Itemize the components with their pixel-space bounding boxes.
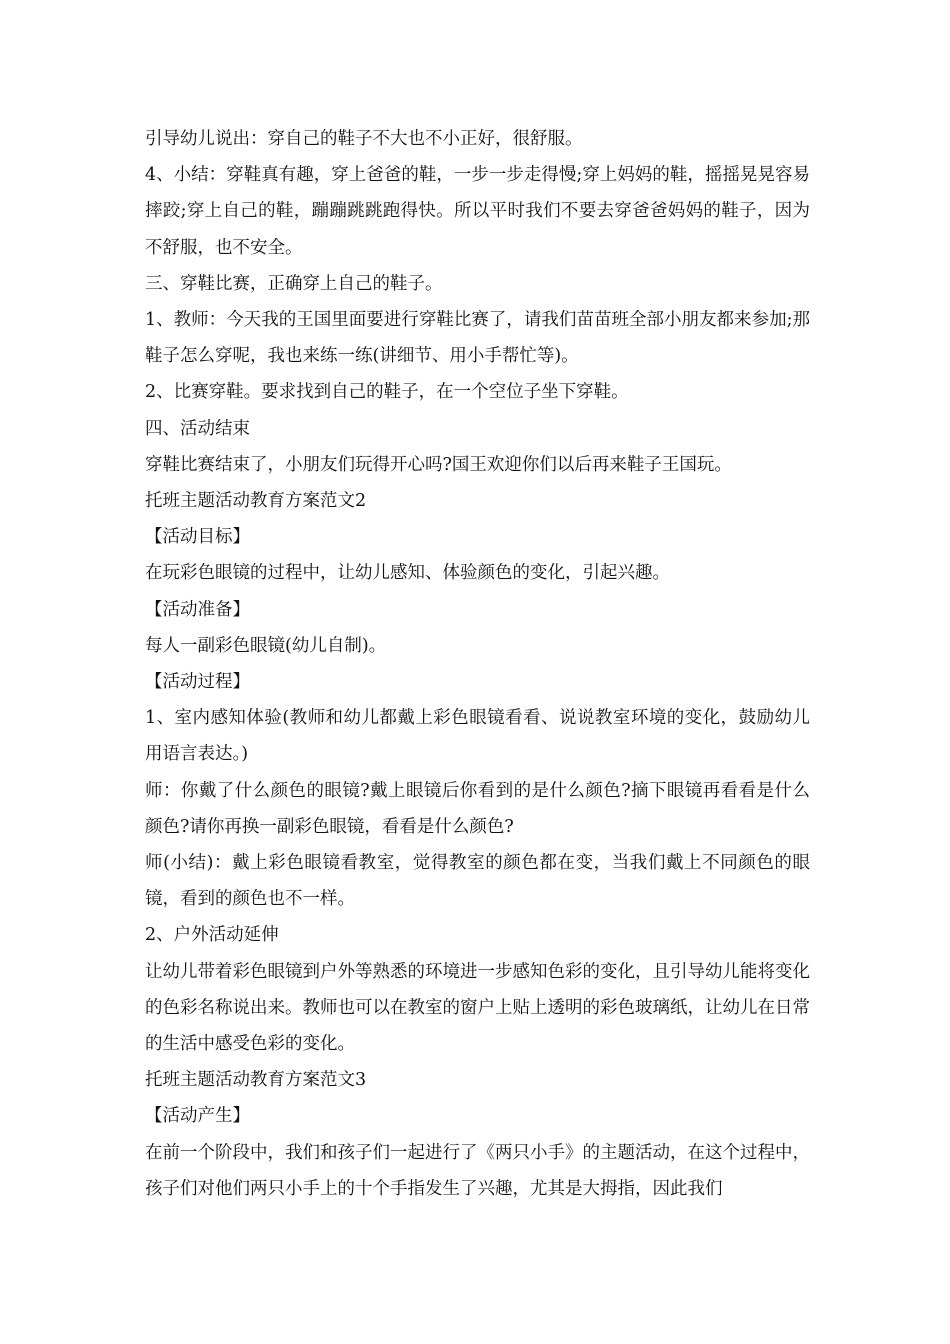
paragraph: 1、教师：今天我的王国里面要进行穿鞋比赛了，请我们苗苗班全部小朋友都来参加;那鞋子怎么穿呢，我也来练一练(讲细节、用小手帮忙等)。 [145,310,810,367]
section-heading: 【活动产生】 [145,1106,250,1127]
section-heading: 【活动准备】 [145,599,250,620]
paragraph: 在前一个阶段中，我们和孩子们一起进行了《两只小手》的主题活动，在这个过程中，孩子们对他们两只小手上的十个手指发生了兴趣，尤其是大拇指，因此我们 [145,1142,810,1199]
paragraph: 每人一副彩色眼镜(幼儿自制)。 [145,635,387,656]
article-title: 托班主题活动教育方案范文3 [145,1070,367,1091]
section-heading: 四、活动结束 [145,418,250,439]
paragraph: 在玩彩色眼镜的过程中，让幼儿感知、体验颜色的变化，引起兴趣。 [145,563,670,584]
paragraph: 穿鞋比赛结束了，小朋友们玩得开心吗?国王欢迎你们以后再来鞋子王国玩。 [145,454,732,475]
paragraph: 1、室内感知体验(教师和幼儿都戴上彩色眼镜看看、说说教室环境的变化，鼓励幼儿用语言表达。) [145,708,810,765]
paragraph: 引导幼儿说出：穿自己的鞋子不大也不小正好，很舒服。 [145,129,583,149]
paragraph: 让幼儿带着彩色眼镜到户外等熟悉的环境进一步感知色彩的变化，且引导幼儿能将变化的色彩名称说出来。教师也可以在教室的窗户上贴上透明的彩色玻璃纸，让幼儿在日常的生活中感受色彩的变化。 [145,961,810,1055]
paragraph: 4、小结：穿鞋真有趣，穿上爸爸的鞋，一步一步走得慢;穿上妈妈的鞋，摇摇晃晃容易摔跤;穿上自己的鞋，蹦蹦跳跳跑得快。所以平时我们不要去穿爸爸妈妈的鞋子，因为不舒服，也不安全。 [145,165,810,258]
section-heading: 三、穿鞋比赛，正确穿上自己的鞋子。 [145,273,443,294]
paragraph: 师：你戴了什么颜色的眼镜?戴上眼镜后你看到的是什么颜色?摘下眼镜再看看是什么颜色?请你再换一副彩色眼镜，看看是什么颜色? [145,780,810,837]
paragraph: 2、户外活动延伸 [145,925,279,946]
article-title: 托班主题活动教育方案范文2 [145,491,367,512]
section-heading: 【活动过程】 [145,672,250,693]
section-heading: 【活动目标】 [145,527,250,548]
paragraph: 师(小结)：戴上彩色眼镜看教室，觉得教室的颜色都在变，当我们戴上不同颜色的眼镜，看到的颜色也不一样。 [145,853,810,910]
paragraph: 2、比赛穿鞋。要求找到自己的鞋子，在一个空位子坐下穿鞋。 [145,382,629,403]
document-body [145,121,810,1207]
